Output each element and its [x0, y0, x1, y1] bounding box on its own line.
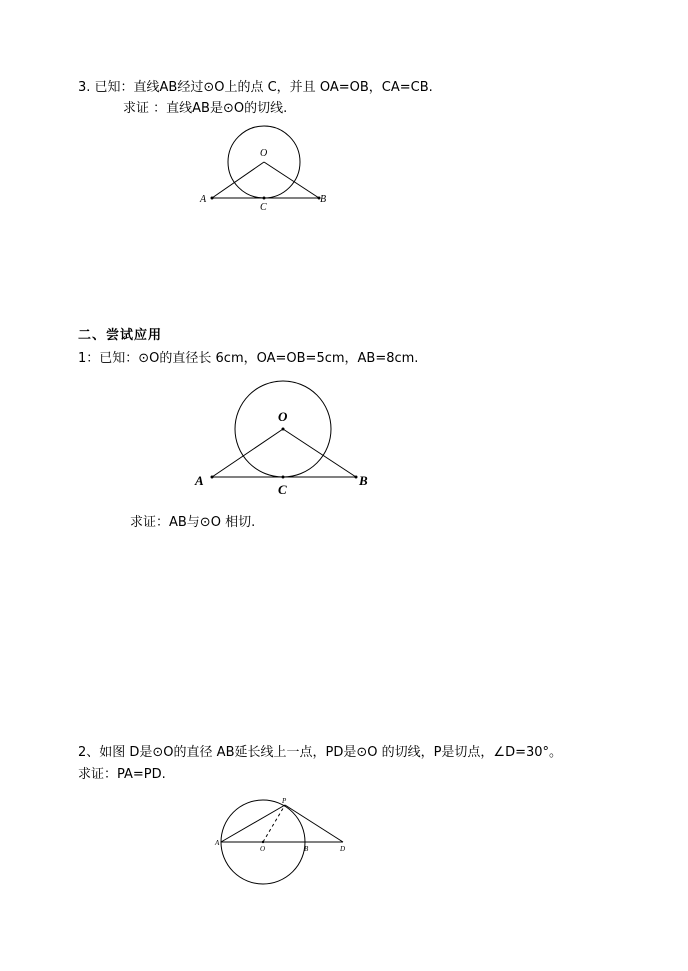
- point-c: [282, 476, 285, 479]
- label-b: B: [320, 194, 327, 205]
- problem3-prove: 求证 ：直线AB是⊙O的切线.: [123, 101, 288, 116]
- label-a: A: [200, 194, 207, 205]
- point-a: [211, 476, 214, 479]
- segment-oa: [212, 429, 283, 477]
- point-c: [263, 197, 266, 200]
- segment-op-dashed: [263, 805, 285, 842]
- segment-oa: [212, 162, 264, 198]
- label-o: O: [260, 148, 268, 159]
- label-a: A: [195, 473, 204, 488]
- section-title: 二、尝试应用: [78, 328, 163, 343]
- label-o: O: [278, 409, 288, 424]
- problem2-given: 2、如图 D是⊙O的直径 AB延长线上一点，PD是⊙O 的切线，P是切点，∠D=30°。: [78, 745, 563, 760]
- point-a: [211, 197, 214, 200]
- label-b: B: [304, 845, 309, 853]
- point-o: [262, 841, 264, 843]
- problem1-figure: [185, 378, 385, 498]
- label-c: C: [278, 482, 287, 497]
- label-b: B: [359, 473, 368, 488]
- problem3-given: 3. 已知：直线AB经过⊙O上的点 C，并且 OA=OB，CA=CB.: [78, 80, 433, 95]
- segment-ob: [283, 429, 356, 477]
- problem2-prove: 求证：PA=PD.: [78, 767, 166, 782]
- point-o: [282, 428, 285, 431]
- problem1-prove: 求证：AB与⊙O 相切.: [130, 515, 256, 530]
- problem3-figure: [195, 120, 345, 220]
- label-d: D: [340, 845, 346, 853]
- problem2-figure: [210, 795, 360, 885]
- point-b: [355, 476, 358, 479]
- segment-ap: [221, 805, 285, 842]
- segment-pd: [285, 805, 343, 842]
- label-o: O: [260, 845, 266, 853]
- label-p: P: [282, 797, 287, 805]
- problem1-given: 1：已知：⊙O的直径长 6cm，OA=OB=5cm，AB=8cm.: [78, 351, 419, 366]
- segment-ob: [264, 162, 319, 198]
- label-a: A: [215, 839, 220, 847]
- label-c: C: [260, 202, 267, 213]
